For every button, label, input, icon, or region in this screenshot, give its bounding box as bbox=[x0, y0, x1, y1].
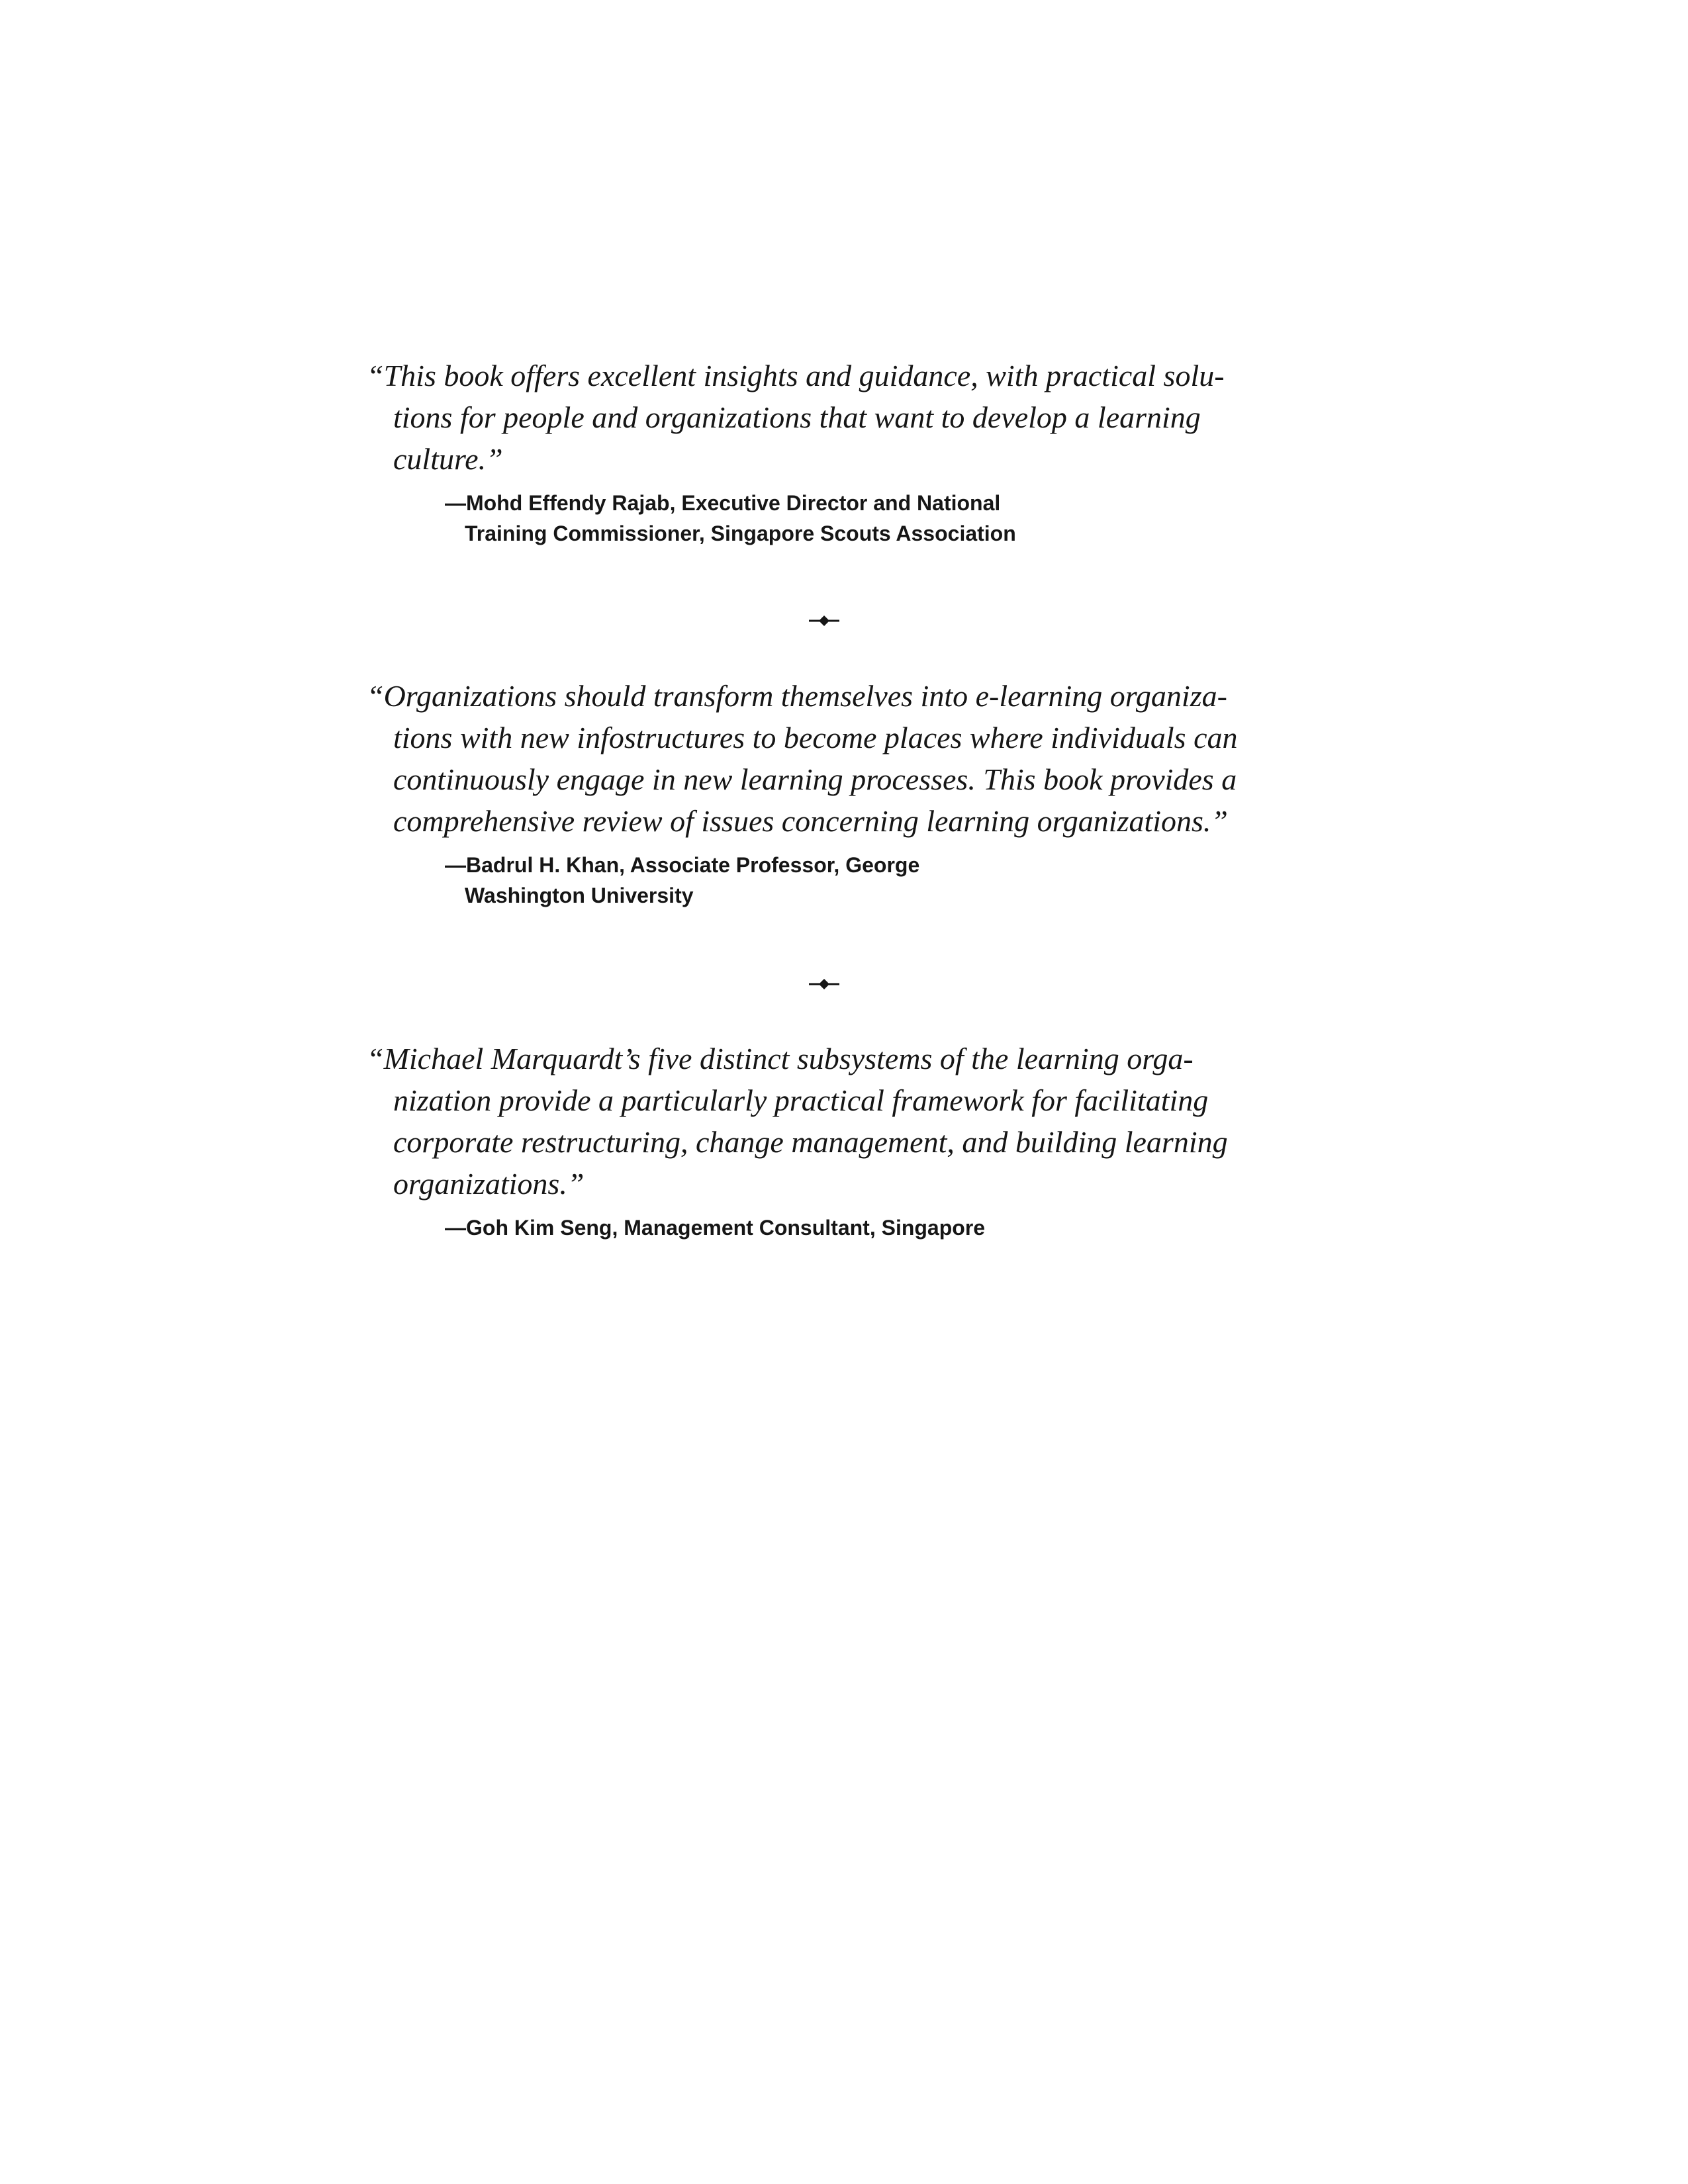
attribution-line: —Badrul H. Khan, Associate Professor, George bbox=[445, 853, 920, 877]
attribution bbox=[377, 1212, 1264, 1243]
diamond-dash-ornament-icon bbox=[808, 978, 841, 991]
attribution-line: —Goh Kim Seng, Management Consultant, Singapore bbox=[445, 1216, 986, 1240]
attribution bbox=[377, 488, 1264, 549]
quote-line: corporate restructuring, change management, and building learning bbox=[393, 1125, 1228, 1159]
quote-line: “Michael Marquardt’s five distinct subsystems of the learning orga- bbox=[367, 1042, 1194, 1075]
quote-line: “This book offers excellent insights and guidance, with practical solu- bbox=[367, 359, 1225, 392]
attribution-line: Washington University bbox=[465, 884, 694, 907]
attribution-line: —Mohd Effendy Rajab, Executive Director and National bbox=[445, 491, 1001, 515]
quote-line: organizations.” bbox=[393, 1167, 585, 1201]
quote-line: tions with new infostructures to become places where individuals can bbox=[393, 721, 1238, 754]
quote-line: tions for people and organizations that want to develop a learning bbox=[393, 400, 1201, 434]
quote-line: continuously engage in new learning processes. This book provides a bbox=[393, 762, 1237, 796]
quote-line: comprehensive review of issues concerning learning organizations.” bbox=[393, 804, 1229, 838]
attribution-line: Training Commissioner, Singapore Scouts Association bbox=[465, 522, 1016, 545]
quote-line: culture.” bbox=[393, 442, 503, 476]
attribution bbox=[377, 850, 1264, 911]
diamond-dash-ornament-icon bbox=[808, 614, 841, 627]
quote-line: nization provide a particularly practical framework for facilitating bbox=[393, 1083, 1209, 1117]
quote-line: “Organizations should transform themselves into e-learning organiza- bbox=[367, 679, 1227, 713]
testimonial-3 bbox=[367, 1038, 1264, 1243]
testimonial-1 bbox=[367, 355, 1264, 549]
testimonial-2 bbox=[367, 675, 1264, 911]
